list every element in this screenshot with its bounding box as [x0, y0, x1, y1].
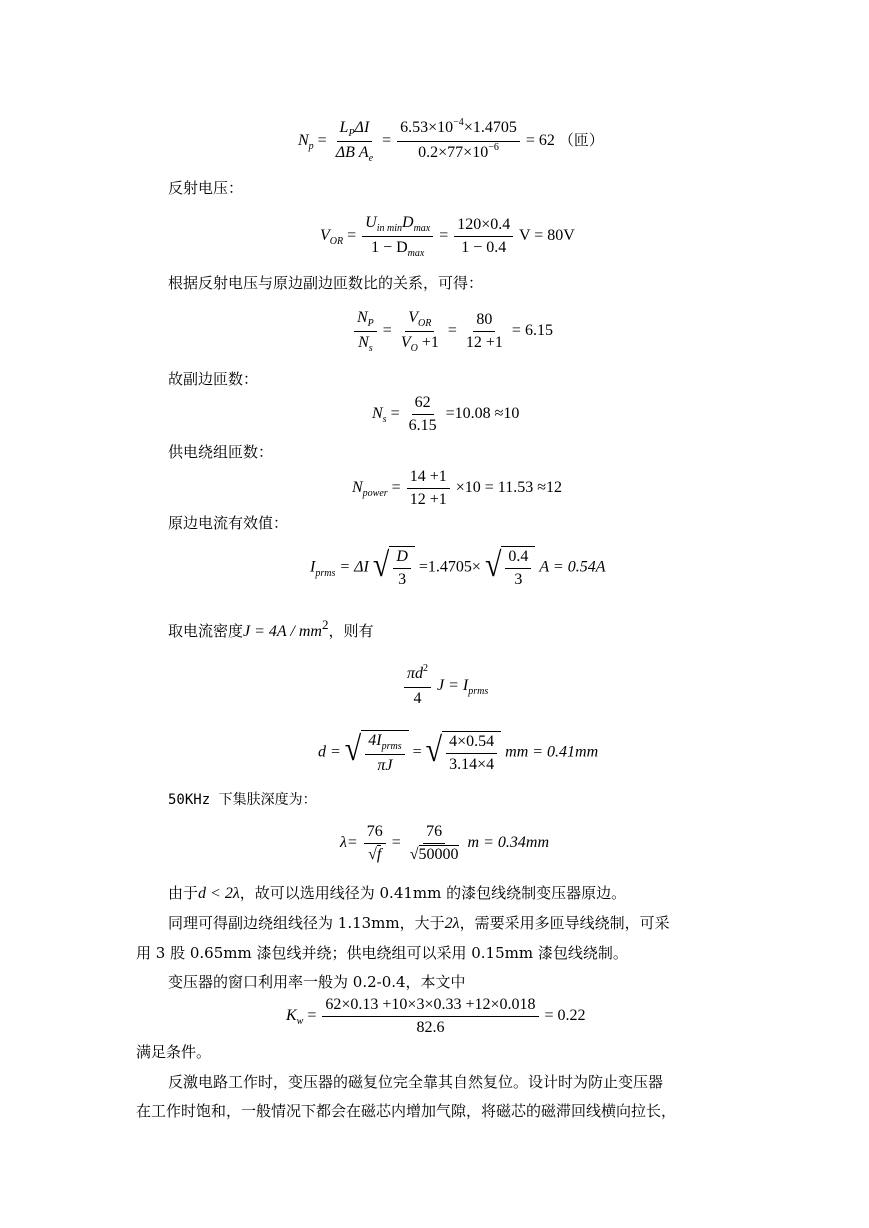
fraction: $\frac{76}{√f}$ [364, 822, 386, 865]
eq-symbol: V [408, 309, 419, 326]
eq-result: m = 0.34mm [467, 834, 550, 852]
fraction [398, 308, 442, 355]
equation-current-density [402, 664, 488, 709]
text-run: 同理可得副边绕组线径为 1.13mm，大于 [168, 914, 445, 932]
eq-number: 62 [412, 393, 434, 415]
equation-power-winding-turns: $N_{power}$ = $\frac{14 +1}{12 +1}$ ×10 = 11.53 ≈12 [352, 468, 562, 508]
eq-symbol: D [402, 214, 414, 231]
paragraph-line: 50KHz 下集肤深度为： [168, 792, 317, 808]
paragraph-line [168, 913, 670, 934]
eq-symbol: D [396, 548, 408, 565]
eq-symbol: N [357, 309, 368, 326]
text-run: ，故可以选用线径为 0.41mm 的漆包线绕制变压器原边。 [239, 884, 627, 902]
eq-symbol: A [358, 144, 369, 161]
eq-number: 14 +1 [407, 467, 450, 489]
eq-number: ×1.4705 [463, 119, 517, 136]
equation-secondary-turns: $N_s$ = $\frac{62}{6.15}$ =10.08 ≈10 [372, 394, 520, 434]
paragraph-line: 反激电路工作时，变压器的磁复位完全靠其自然复位。设计时为防止变压器 [168, 1073, 664, 1091]
eq-symbol: N [352, 479, 363, 497]
eq-number: 6.15 [408, 417, 437, 434]
paragraph-line: 故副边匝数： [168, 370, 259, 388]
eq-superscript: 2 [321, 617, 329, 632]
eq-subscript: e [368, 153, 374, 164]
eq-symbol: K [286, 1007, 297, 1025]
eq-subscript: OR [418, 318, 432, 329]
fraction [397, 118, 520, 165]
paragraph-line: 供电绕组匝数： [168, 443, 274, 461]
eq-subscript: prms [315, 567, 336, 579]
paragraph-line: 满足条件。 [136, 1043, 212, 1061]
eq-number: +1 [417, 334, 439, 351]
eq-symbol: ΔI [354, 119, 370, 136]
fraction: $\frac{76}{√50000}$ [409, 823, 459, 863]
eq-result: A = 0.54A [539, 558, 606, 576]
eq-subscript: OR [329, 236, 344, 248]
eq-symbol: 4I [368, 732, 382, 749]
eq-number: 3 [514, 571, 523, 588]
equation-skin-depth: λ= $\frac{76}{√f}$ = $\frac{76}{√50000}$ m = 0.34mm [340, 823, 550, 863]
eq-result: = 6.15 [511, 322, 553, 340]
eq-symbol: N [372, 405, 383, 423]
eq-symbol: U [365, 214, 377, 231]
square-root: √ $\frac{4\times 0.54}{3.14\times 4}$ [426, 731, 502, 775]
eq-symbol: L [339, 119, 349, 136]
fraction [406, 393, 440, 436]
text-run: ，则有 [328, 622, 374, 640]
eq-symbol: J = I [437, 677, 469, 695]
eq-number: 3 [398, 571, 407, 588]
paragraph-line [168, 617, 374, 642]
eq-symbol: λ= [340, 834, 358, 852]
equation-turns-ratio: $\frac{N_P}{N_s}$ = $\frac{V_{OR}}{V_O +1}$ = $\frac{80}{12 +1}$ = 6.15 [352, 308, 553, 355]
fraction [354, 308, 377, 355]
paragraph-line [168, 883, 626, 904]
inline-math: 2λ [444, 915, 460, 932]
eq-number: 76 [364, 822, 386, 844]
eq-number: 12 +1 [465, 334, 503, 351]
eq-subscript: p [308, 141, 314, 153]
eq-subscript: w [296, 1016, 304, 1028]
eq-number: 4 [413, 690, 422, 707]
equation-window-utilization: $K_w$ = $\frac{62\times 0.13 +10\times 3\times 0.33 +12\times 0.018}{82.6}$ = 0.22 [286, 996, 586, 1036]
eq-number: 12 +1 [409, 491, 447, 508]
eq-number: 0.4 [505, 547, 531, 569]
fraction [393, 547, 411, 590]
text-run: 取电流密度 [168, 622, 244, 640]
eq-symbol: V [320, 227, 330, 245]
fraction [505, 547, 531, 590]
equation-wire-diameter: d = √ $\frac{4I_{prms}}{\pi J}$ = √ $\frac{4\times 0.54}{3.14\times 4}$ mm = 0.41mm [318, 730, 599, 774]
fraction [407, 467, 450, 510]
fraction [446, 732, 497, 775]
eq-symbol: V [400, 334, 411, 351]
eq-unit: （匝） [558, 131, 604, 150]
eq-subscript: s [382, 414, 387, 426]
paragraph-line: 根据反射电压与原边副边匝数比的关系，可得： [168, 274, 484, 292]
inline-math [243, 617, 329, 640]
fraction [362, 213, 433, 260]
fraction [454, 215, 513, 258]
text-run: 由于 [168, 884, 199, 902]
eq-number: 62×0.13 +10×3×0.33 +12×0.018 [322, 995, 538, 1017]
eq-subscript: s [368, 343, 373, 354]
eq-number: 6.53×10 [400, 119, 454, 136]
eq-symbol: πJ [377, 757, 393, 774]
eq-number: 82.6 [416, 1019, 445, 1036]
eq-subscript: prms [381, 741, 402, 752]
fraction [463, 310, 506, 353]
eq-result: = 0.22 [544, 1007, 586, 1025]
paragraph-line: 用 3 股 0.65mm 漆包线并绕；供电绕组可以采用 0.15mm 漆包线绕制。 [136, 944, 628, 962]
eq-symbol: πd [407, 665, 424, 682]
eq-subscript: O [410, 343, 418, 354]
equation-reflected-voltage: $V_{OR}$ = $\frac{U_{in min}D_{max}}{1 - D_{max}}$ = $\frac{120\times 0.4}{1 - 0.4}$ V = 80V [320, 214, 575, 259]
eq-symbol: N [358, 334, 369, 351]
fraction [365, 731, 404, 776]
eq-result: mm = 0.41mm [505, 743, 599, 761]
fraction [333, 118, 376, 165]
eq-subscript: prms [468, 686, 489, 698]
eq-number: 120×0.4 [454, 215, 513, 237]
eq-number: 80 [473, 310, 495, 332]
eq-number: 1 − D [371, 239, 408, 256]
equation-primary-turns: $N_p$ = $\frac{L_P\Delta I}{\Delta B A_e}$ = $\frac{6.53\times 10^{-4}\times 1.4705}{0.2\times 77\times 10^{-6}}$ = 62 （匝） [298, 117, 604, 164]
eq-result: = 62 [525, 132, 555, 150]
square-root: √ $\frac{D}{3}$ [373, 546, 415, 590]
eq-number: 76 [423, 822, 445, 844]
inline-math: d < 2λ [198, 885, 240, 902]
eq-number: 0.2×77×10 [418, 144, 489, 161]
fraction [404, 664, 431, 709]
equation-primary-rms-current [310, 546, 605, 590]
eq-result: =10.08 ≈10 [445, 405, 520, 423]
eq-number: 3.14×4 [449, 756, 495, 773]
eq-symbol: I [310, 558, 316, 576]
fraction [322, 995, 538, 1038]
eq-symbol: N [298, 132, 309, 150]
square-root: √ $\frac{4I_{prms}}{\pi J}$ [345, 730, 409, 776]
eq-subscript: max [413, 223, 431, 234]
text-run: ，需要采用多匝导线绕制，可采 [459, 914, 670, 932]
eq-number: 50000 [418, 846, 459, 863]
eq-symbol: d = [318, 743, 341, 761]
eq-symbol: f [376, 846, 382, 863]
eq-subscript: P [367, 318, 374, 329]
eq-symbol: J = 4A / mm [243, 623, 322, 640]
eq-symbol: = ΔI [339, 558, 369, 576]
eq-superscript: 2 [423, 663, 429, 674]
eq-result: V = 80V [519, 227, 575, 245]
eq-result: ×10 = 11.53 ≈12 [455, 479, 562, 497]
eq-subscript: P [348, 128, 355, 139]
paragraph-line: 反射电压： [168, 179, 244, 197]
eq-number: 4×0.54 [446, 732, 497, 754]
square-root: √ $\frac{0.4}{3}$ [485, 546, 535, 590]
eq-number: =1.4705× [418, 558, 481, 576]
paragraph-line: 原边电流有效值： [168, 514, 289, 532]
eq-symbol: ΔB [335, 144, 355, 161]
paragraph-line: 变压器的窗口利用率一般为 0.2-0.4，本文中 [168, 973, 466, 991]
eq-subscript: in min [376, 223, 402, 234]
eq-number: 1 − 0.4 [461, 239, 507, 256]
eq-subscript: power [362, 488, 388, 500]
eq-subscript: max [407, 248, 425, 259]
eq-superscript: −4 [453, 117, 464, 128]
paragraph-line: 在工作时饱和，一般情况下都会在磁芯内增加气隙，将磁芯的磁滞回线横向拉长， [136, 1102, 677, 1120]
eq-superscript: −6 [488, 142, 499, 153]
